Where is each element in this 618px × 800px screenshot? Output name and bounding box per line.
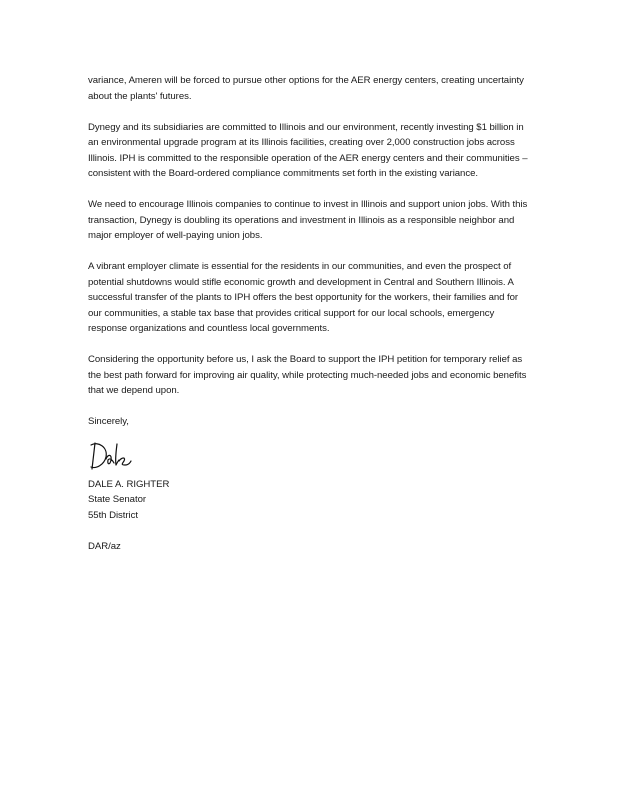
handwritten-signature: [88, 439, 132, 473]
signer-title: State Senator: [88, 494, 147, 505]
paragraph-dynegy-commitment: Dynegy and its subsidiaries are committed to Illinois and our environment, recently investing $1 billion in an environmental upgrade program at its Illinois facilities, creating over 2,000 construction jobs across Illinois. IPH is committed to the responsible operation of the AER energy centers and their communities – consistent with the Board-ordered compliance commitments set forth in the existing variance.: [88, 121, 528, 179]
paragraph-employer-climate: A vibrant employer climate is essential for the residents in our communities, and even the prospect of potential shutdowns would stifle economic growth and development in Central and Southern Illinois. A successful transfer of the plants to IPH offers the best opportunity for the workers, their families and for our communities, a stable tax base that provides critical support for our local schools, emergency response organizations and countless local governments.: [88, 261, 519, 334]
paragraph-variance: variance, Ameren will be forced to pursue other options for the AER energy centers, creating uncertainty about the plants' futures.: [88, 75, 524, 102]
signer-name: DALE A. RIGHTER: [88, 478, 170, 490]
letter-body: [88, 73, 528, 554]
paragraph-request: Considering the opportunity before us, I ask the Board to support the IPH petition for temporary relief as the best path forward for improving air quality, while protecting much-needed jobs and economic benefits that we depend upon.: [88, 354, 527, 396]
paragraph-union-jobs: We need to encourage Illinois companies to continue to invest in Illinois and support union jobs. With this transaction, Dynegy is doubling its operations and investment in Illinois as a responsible neighbor and major employer of well-paying union jobs.: [88, 199, 528, 241]
closing-salutation: Sincerely,: [88, 416, 129, 427]
typist-initials: DAR/az: [88, 540, 121, 552]
signer-district: 55th District: [88, 509, 138, 521]
